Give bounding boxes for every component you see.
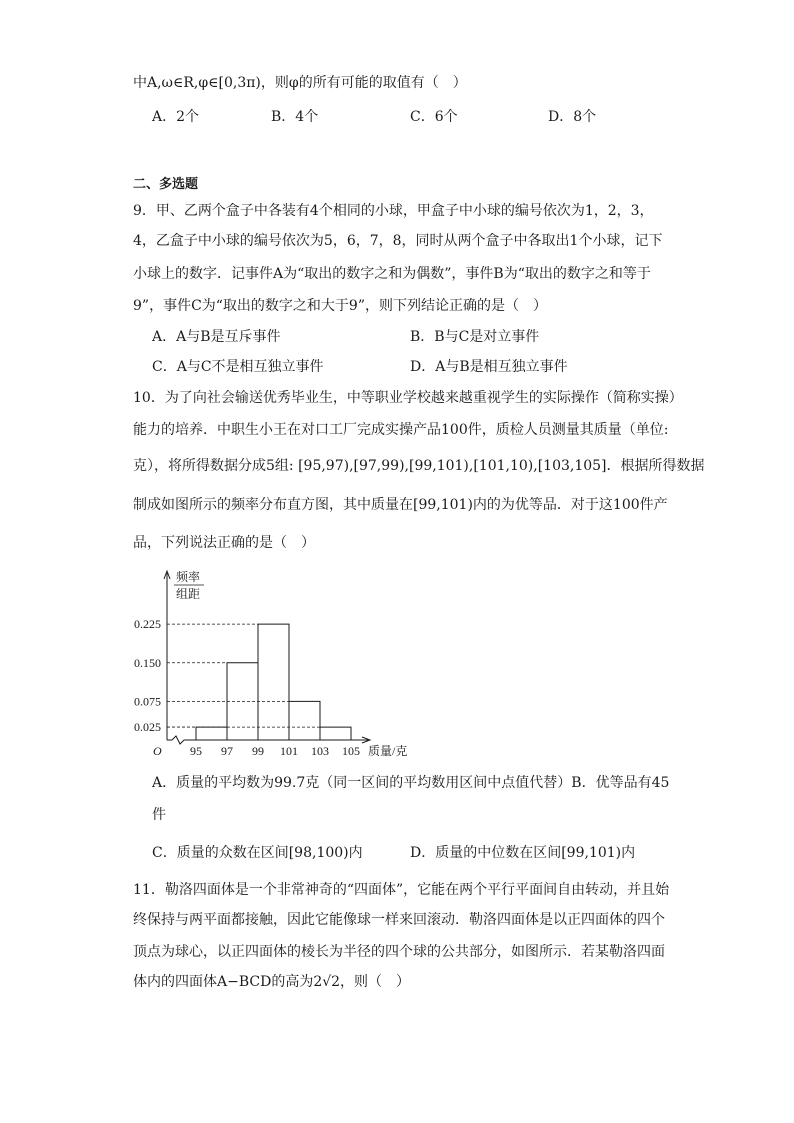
q10-line: 品，下列说法正确的是（ ） (133, 535, 315, 551)
q11-line: 11．勒洛四面体是一个非常神奇的“四面体”，它能在两个平行平面间自由转动，并且始 (133, 882, 670, 898)
q9-option-d[interactable]: D．A与B是相互独立事件 (410, 359, 568, 375)
y-tick-label: 0.025 (134, 720, 161, 735)
histogram-bar (320, 727, 351, 740)
x-axis-break (172, 736, 184, 744)
q10-option-d[interactable]: D．质量的中位数在区间[99,101)内 (410, 845, 636, 861)
y-tick-label: 0.225 (134, 617, 161, 632)
q10-line: 能力的培养．中职生小王在对口工厂完成实操产品100件，质检人员测量其质量（单位: (133, 422, 669, 438)
q10-option-c[interactable]: C．质量的众数在区间[98,100)内 (152, 845, 363, 861)
q8-option-a[interactable]: A．2个 (152, 109, 200, 125)
q9-option-b[interactable]: B．B与C是对立事件 (410, 329, 540, 345)
x-tick-label: 99 (252, 744, 264, 758)
q10-line: 制成如图所示的频率分布直方图，其中质量在[99,101)内的为优等品．对于这100件产 (133, 497, 668, 513)
x-tick-label: 103 (311, 744, 329, 758)
q11-line: 顶点为球心，以正四面体的棱长为半径的四个球的公共部分，如图所示．若某勒洛四面 (133, 944, 665, 960)
q9-line: 小球上的数字．记事件A为“取出的数字之和为偶数”，事件B为“取出的数字之和等于 (133, 266, 651, 282)
q10-option-a-cont: 件 (152, 807, 166, 823)
histogram-bar (196, 727, 227, 740)
x-axis-label: 质量/克 (368, 744, 408, 758)
histogram-bar (258, 624, 289, 740)
q11-line: 体内的四面体A−BCD的高为2√2，则（ ） (133, 974, 411, 990)
q9-line: 9”，事件C为“取出的数字之和大于9”，则下列结论正确的是（ ） (133, 298, 547, 314)
origin-label: O (153, 744, 162, 758)
q9-option-c[interactable]: C．A与C不是相互独立事件 (152, 359, 324, 375)
x-tick-label: 95 (190, 744, 202, 758)
x-tick-label: 97 (221, 744, 233, 758)
q9-line: 4，乙盒子中小球的编号依次为5，6，7，8，同时从两个盒子中各取出1个小球，记下 (133, 233, 663, 249)
q8-stem-tail: 中A,ω∈R,φ∈[0,3π)，则φ的所有可能的取值有（ ） (133, 75, 467, 91)
q10-option-a[interactable]: A．质量的平均数为99.7克（同一区间的平均数用区间中点值代替）B．优等品有45 (152, 775, 670, 791)
q9-option-a[interactable]: A．A与B是互斥事件 (152, 329, 281, 345)
x-tick-label: 101 (280, 744, 298, 758)
y-label-denominator: 组距 (176, 587, 201, 601)
q8-option-b[interactable]: B．4个 (271, 109, 319, 125)
section-title: 二、多选题 (133, 177, 199, 192)
q8-option-d[interactable]: D．8个 (548, 109, 597, 125)
q10-line: 10．为了向社会输送优秀毕业生，中等职业学校越来越重视学生的实际操作（简称实操） (133, 390, 683, 406)
q9-line: 9．甲、乙两个盒子中各装有4个相同的小球，甲盒子中小球的编号依次为1，2，3， (133, 203, 654, 219)
x-tick-label: 105 (342, 744, 360, 758)
q8-option-c[interactable]: C．6个 (410, 109, 458, 125)
frequency-histogram (120, 563, 440, 758)
histogram-bar (289, 701, 320, 740)
y-tick-label: 0.150 (134, 655, 161, 670)
y-tick-label: 0.075 (134, 694, 161, 709)
y-label-numerator: 频率 (176, 570, 201, 584)
q11-line: 终保持与两平面都接触，因此它能像球一样来回滚动．勒洛四面体是以正四面体的四个 (133, 912, 665, 928)
q10-line: 克），将所得数据分成5组: [95,97),[97,99),[99,101),[101,10),[103,105]．根据所得数据 (133, 458, 705, 474)
